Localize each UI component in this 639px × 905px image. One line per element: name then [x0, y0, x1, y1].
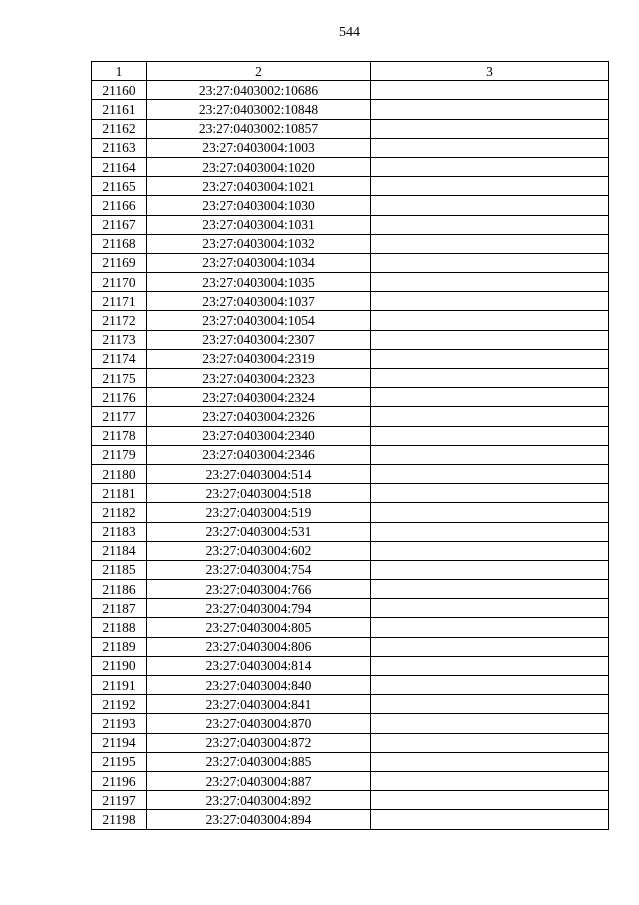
notes-cell: [371, 464, 609, 483]
table-row: [92, 157, 609, 176]
table-row: [92, 580, 609, 599]
cadastral-number-cell: 23:27:0403004:814: [147, 656, 371, 675]
row-number-cell: 21168: [92, 234, 147, 253]
cadastral-number-cell: 23:27:0403004:805: [147, 618, 371, 637]
row-number-cell: 21163: [92, 138, 147, 157]
table-row: [92, 695, 609, 714]
notes-cell: [371, 656, 609, 675]
notes-cell: [371, 369, 609, 388]
cadastral-number-cell: 23:27:0403004:2340: [147, 426, 371, 445]
cadastral-number-cell: 23:27:0403004:841: [147, 695, 371, 714]
cadastral-number-cell: 23:27:0403002:10848: [147, 100, 371, 119]
table-row: [92, 733, 609, 752]
notes-cell: [371, 138, 609, 157]
row-number-cell: 21164: [92, 157, 147, 176]
notes-cell: [371, 714, 609, 733]
row-number-cell: 21179: [92, 445, 147, 464]
table-row: [92, 119, 609, 138]
table-row: [92, 253, 609, 272]
table-row: [92, 388, 609, 407]
notes-cell: [371, 676, 609, 695]
cadastral-number-cell: 23:27:0403004:794: [147, 599, 371, 618]
row-number-cell: 21197: [92, 791, 147, 810]
notes-cell: [371, 253, 609, 272]
notes-cell: [371, 234, 609, 253]
notes-cell: [371, 215, 609, 234]
table-row: [92, 752, 609, 771]
table-row: [92, 445, 609, 464]
notes-cell: [371, 560, 609, 579]
notes-cell: [371, 695, 609, 714]
row-number-cell: 21191: [92, 676, 147, 695]
notes-cell: [371, 157, 609, 176]
cadastral-number-cell: 23:27:0403004:1030: [147, 196, 371, 215]
cadastral-number-cell: 23:27:0403004:2324: [147, 388, 371, 407]
table-body: [92, 81, 609, 829]
notes-cell: [371, 273, 609, 292]
notes-cell: [371, 810, 609, 829]
cadastral-number-cell: 23:27:0403004:887: [147, 771, 371, 790]
table-row: [92, 426, 609, 445]
cadastral-number-cell: 23:27:0403004:518: [147, 484, 371, 503]
row-number-cell: 21186: [92, 580, 147, 599]
row-number-cell: 21192: [92, 695, 147, 714]
notes-cell: [371, 522, 609, 541]
table-row: [92, 330, 609, 349]
cadastral-number-cell: 23:27:0403004:2326: [147, 407, 371, 426]
notes-cell: [371, 484, 609, 503]
table-row: [92, 599, 609, 618]
cadastral-number-cell: 23:27:0403004:894: [147, 810, 371, 829]
cadastral-number-cell: 23:27:0403004:519: [147, 503, 371, 522]
table-row: [92, 234, 609, 253]
row-number-cell: 21167: [92, 215, 147, 234]
table-row: [92, 177, 609, 196]
column-header-2: 2: [147, 62, 371, 81]
table-row: [92, 522, 609, 541]
table-row: [92, 503, 609, 522]
cadastral-number-cell: 23:27:0403004:1037: [147, 292, 371, 311]
table-header-row: [92, 62, 609, 81]
notes-cell: [371, 407, 609, 426]
row-number-cell: 21169: [92, 253, 147, 272]
column-header-1: 1: [92, 62, 147, 81]
row-number-cell: 21195: [92, 752, 147, 771]
row-number-cell: 21185: [92, 560, 147, 579]
notes-cell: [371, 196, 609, 215]
cadastral-number-cell: 23:27:0403004:872: [147, 733, 371, 752]
table-row: [92, 369, 609, 388]
notes-cell: [371, 771, 609, 790]
table-row: [92, 676, 609, 695]
notes-cell: [371, 81, 609, 100]
notes-cell: [371, 177, 609, 196]
row-number-cell: 21184: [92, 541, 147, 560]
notes-cell: [371, 752, 609, 771]
notes-cell: [371, 791, 609, 810]
row-number-cell: 21176: [92, 388, 147, 407]
table-row: [92, 196, 609, 215]
notes-cell: [371, 292, 609, 311]
table-row: [92, 541, 609, 560]
row-number-cell: 21189: [92, 637, 147, 656]
cadastral-number-cell: 23:27:0403004:2307: [147, 330, 371, 349]
cadastral-number-cell: 23:27:0403004:1031: [147, 215, 371, 234]
row-number-cell: 21160: [92, 81, 147, 100]
table-row: [92, 791, 609, 810]
notes-cell: [371, 100, 609, 119]
table-row: [92, 138, 609, 157]
table-row: [92, 714, 609, 733]
row-number-cell: 21196: [92, 771, 147, 790]
row-number-cell: 21183: [92, 522, 147, 541]
notes-cell: [371, 349, 609, 368]
row-number-cell: 21166: [92, 196, 147, 215]
cadastral-number-cell: 23:27:0403002:10686: [147, 81, 371, 100]
notes-cell: [371, 618, 609, 637]
table-row: [92, 273, 609, 292]
table-row: [92, 618, 609, 637]
row-number-cell: 21173: [92, 330, 147, 349]
table-row: [92, 637, 609, 656]
page-number: 544: [339, 25, 360, 40]
cadastral-number-cell: 23:27:0403004:1034: [147, 253, 371, 272]
table-row: [92, 407, 609, 426]
table-row: [92, 656, 609, 675]
row-number-cell: 21182: [92, 503, 147, 522]
row-number-cell: 21175: [92, 369, 147, 388]
cadastral-number-cell: 23:27:0403004:870: [147, 714, 371, 733]
cadastral-number-cell: 23:27:0403004:1032: [147, 234, 371, 253]
cadastral-number-cell: 23:27:0403004:2319: [147, 349, 371, 368]
notes-cell: [371, 580, 609, 599]
cadastral-number-cell: 23:27:0403004:806: [147, 637, 371, 656]
row-number-cell: 21190: [92, 656, 147, 675]
cadastral-number-cell: 23:27:0403004:892: [147, 791, 371, 810]
cadastral-number-cell: 23:27:0403004:2346: [147, 445, 371, 464]
row-number-cell: 21193: [92, 714, 147, 733]
row-number-cell: 21171: [92, 292, 147, 311]
table-row: [92, 484, 609, 503]
notes-cell: [371, 330, 609, 349]
table-row: [92, 349, 609, 368]
table-row: [92, 215, 609, 234]
cadastral-number-cell: 23:27:0403004:1021: [147, 177, 371, 196]
cadastral-number-cell: 23:27:0403004:531: [147, 522, 371, 541]
notes-cell: [371, 426, 609, 445]
notes-cell: [371, 445, 609, 464]
table-row: [92, 311, 609, 330]
cadastral-number-cell: 23:27:0403004:2323: [147, 369, 371, 388]
notes-cell: [371, 311, 609, 330]
notes-cell: [371, 599, 609, 618]
table-row: [92, 810, 609, 829]
row-number-cell: 21194: [92, 733, 147, 752]
cadastral-number-cell: 23:27:0403004:1003: [147, 138, 371, 157]
cadastral-number-cell: 23:27:0403004:1035: [147, 273, 371, 292]
row-number-cell: 21198: [92, 810, 147, 829]
cadastral-number-cell: 23:27:0403004:1054: [147, 311, 371, 330]
cadastral-number-cell: 23:27:0403002:10857: [147, 119, 371, 138]
cadastral-number-cell: 23:27:0403004:766: [147, 580, 371, 599]
table-row: [92, 464, 609, 483]
notes-cell: [371, 733, 609, 752]
table-row: [92, 100, 609, 119]
table-row: [92, 771, 609, 790]
cadastral-number-cell: 23:27:0403004:840: [147, 676, 371, 695]
notes-cell: [371, 637, 609, 656]
notes-cell: [371, 503, 609, 522]
cadastral-number-cell: 23:27:0403004:885: [147, 752, 371, 771]
row-number-cell: 21181: [92, 484, 147, 503]
cadastral-number-cell: 23:27:0403004:754: [147, 560, 371, 579]
row-number-cell: 21180: [92, 464, 147, 483]
table-row: [92, 81, 609, 100]
notes-cell: [371, 541, 609, 560]
column-header-3: 3: [371, 62, 609, 81]
cadastral-table: [91, 61, 609, 830]
row-number-cell: 21188: [92, 618, 147, 637]
notes-cell: [371, 388, 609, 407]
cadastral-number-cell: 23:27:0403004:514: [147, 464, 371, 483]
row-number-cell: 21172: [92, 311, 147, 330]
table-row: [92, 292, 609, 311]
row-number-cell: 21162: [92, 119, 147, 138]
cadastral-number-cell: 23:27:0403004:602: [147, 541, 371, 560]
cadastral-number-cell: 23:27:0403004:1020: [147, 157, 371, 176]
row-number-cell: 21161: [92, 100, 147, 119]
row-number-cell: 21174: [92, 349, 147, 368]
notes-cell: [371, 119, 609, 138]
row-number-cell: 21170: [92, 273, 147, 292]
row-number-cell: 21165: [92, 177, 147, 196]
row-number-cell: 21187: [92, 599, 147, 618]
table-row: [92, 560, 609, 579]
row-number-cell: 21177: [92, 407, 147, 426]
row-number-cell: 21178: [92, 426, 147, 445]
